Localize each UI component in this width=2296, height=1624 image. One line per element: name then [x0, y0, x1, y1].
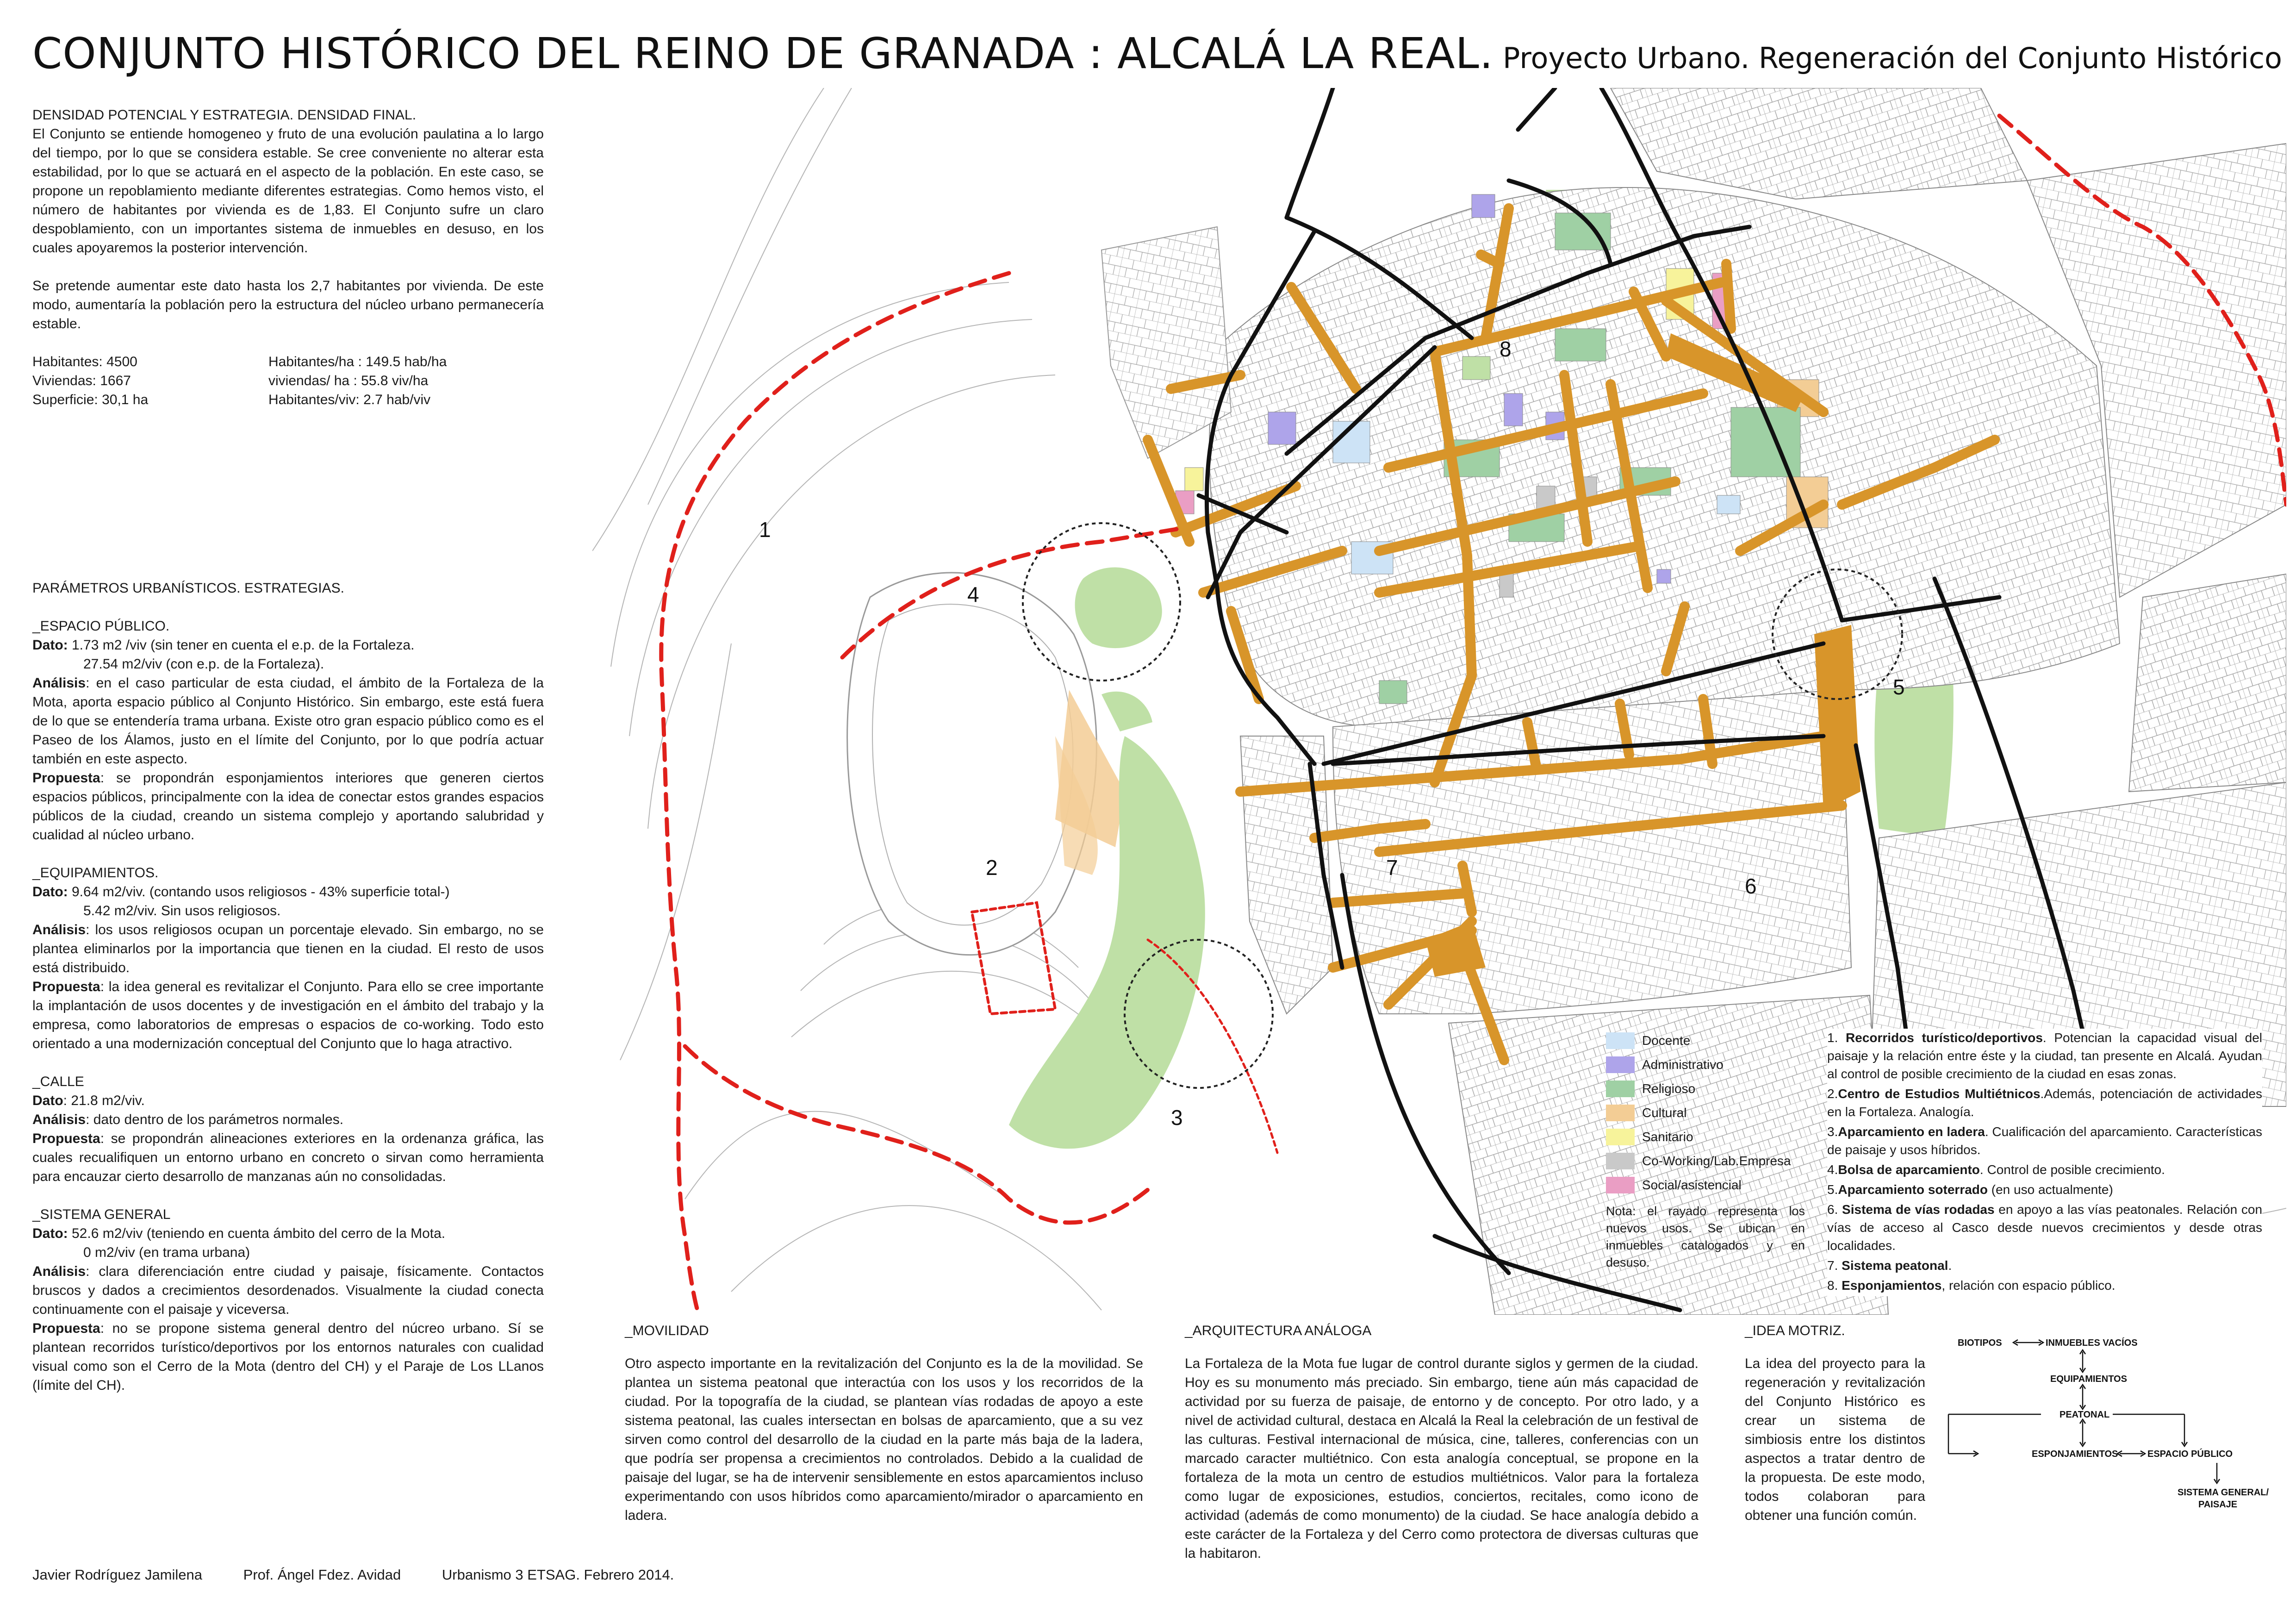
strategy-text: en apoyo a las vías peatonales. Relación con vías de acceso al Casco desde nuevos crecimientos y desde otras localidades.	[1827, 1202, 2263, 1253]
strategy-number: 2.	[1827, 1087, 1838, 1101]
densidad-paragraph-1: El Conjunto se entiende homogeneo y fruto de una evolución paulatina a lo largo del tiempo, por lo que se considera estable. Se cree conveniente no alterar esta estabilidad, por lo que se actuará en el aspecto de la población. En este caso, se propone un repoblamiento mediante diferentes estrategias. Como hemos visto, el número de habitantes por vivienda es de 1,83. El Conjunto sufre un claro despoblamiento, con un importantes sistema de inmuebles en desuso, en los cuales apoyaremos la posterior intervención.	[32, 126, 544, 256]
espacio-dato-label: Dato:	[32, 637, 68, 653]
strategy-item	[1827, 1200, 2262, 1255]
calle-heading: _CALLE	[32, 1074, 84, 1089]
sistema-analisis: : clara diferenciación entre ciudad y paisaje, físicamente. Contactos bruscos y dados a crecimientos desordenados. Visualmente la ciudad conecta continuamente con el paisaje y viceversa.	[32, 1264, 544, 1317]
map-label-1: 1	[759, 518, 771, 542]
calle-dato-label: Dato	[32, 1093, 63, 1108]
legend-item-religioso	[1606, 1077, 1805, 1101]
map-label-7: 7	[1386, 856, 1398, 880]
movilidad-section	[625, 1307, 1143, 1539]
equipamientos-heading: _EQUIPAMIENTOS.	[32, 865, 159, 881]
strategy-number: 4.	[1827, 1162, 1838, 1177]
legend-item-social	[1606, 1173, 1805, 1197]
footer-author: Javier Rodríguez Jamilena	[32, 1567, 203, 1583]
footer-course: Urbanismo 3 ETSAG. Febrero 2014.	[442, 1567, 674, 1583]
legend-note: Nota: el rayado representa los nuevos usos. Se ubican en inmuebles catalogados y en desuso.	[1606, 1204, 1805, 1269]
densidad-stats	[32, 352, 544, 409]
sistema-propuesta: : no se propone sistema general dentro del núcreo urbano. Sí se plantean recorridos turístico/deportivos por los entornos naturales con cualidad visual como son el Cerro de la Mota (dentro del CH) y el Paraje de Los LLanos (límite del CH).	[32, 1321, 544, 1393]
strategy-title: Recorridos turístico/deportivos	[1846, 1031, 2043, 1045]
legend-item-cultural	[1606, 1101, 1805, 1125]
legend-label-administrativo: Administrativo	[1642, 1057, 1724, 1072]
idea-diagram	[1925, 1319, 2277, 1579]
legend-swatch-social	[1606, 1177, 1635, 1193]
diagram-node-peatonal: PEATONAL	[2060, 1410, 2110, 1420]
legend-item-sanitario	[1606, 1125, 1805, 1149]
strategy-item	[1827, 1256, 2262, 1274]
calle-analisis: : dato dentro de los parámetros normales.	[86, 1112, 344, 1127]
sistema-propuesta-label: Propuesta	[32, 1321, 100, 1336]
arquitectura-heading: _ARQUITECTURA ANÁLOGA	[1185, 1323, 1372, 1338]
diagram-node-biotipos: BIOTIPOS	[1958, 1338, 2002, 1348]
sistema-dato-2: 0 m2/viv (en trama urbana)	[83, 1245, 250, 1260]
stat-habitantes-viv: Habitantes/viv: 2.7 hab/viv	[268, 392, 431, 407]
espacio-analisis: : en el caso particular de esta ciudad, el ámbito de la Fortaleza de la Mota, aporta espacio público al Conjunto Histórico. Sin embargo, este está fuera de lo que se entendería trama urbana. Existe otro gran espacio público como es el Paseo de los Álamos, justo en el límite del Conjunto, por lo que podría actuar también en este aspecto.	[32, 675, 544, 767]
title-subtitle: Proyecto Urbano. Regeneración del Conjunto Histórico	[1503, 41, 2282, 75]
strategy-number: 5.	[1827, 1182, 1838, 1197]
diagram-node-espacio: ESPACIO PÚBLICO	[2147, 1449, 2233, 1459]
strategy-text: .	[1948, 1258, 1952, 1273]
idea-text: La idea del proyecto para la regeneración y revitalización del Conjunto Histórico es crear un sistema de simbiosis entre los distintos aspectos a tratar dentro de la propuesta. De este modo, todos colaboran para obtener una función común.	[1745, 1356, 1925, 1523]
legend-label-docente: Docente	[1642, 1033, 1691, 1048]
calle-analisis-label: Análisis	[32, 1112, 86, 1127]
stat-viviendas: Viviendas: 1667	[32, 373, 131, 388]
strategy-number: 3.	[1827, 1124, 1838, 1139]
map-legend	[1606, 1029, 1805, 1271]
equipamientos-analisis-label: Análisis	[32, 922, 86, 937]
espacio-publico-block	[32, 617, 544, 844]
legend-label-social: Social/asistencial	[1642, 1178, 1742, 1192]
sistema-dato-1: 52.6 m2/viv (teniendo en cuenta ámbito del cerro de la Mota.	[72, 1226, 446, 1241]
strategy-title: Aparcamiento en ladera	[1838, 1124, 1985, 1139]
strategy-item	[1827, 1181, 2262, 1199]
legend-item-coworking	[1606, 1149, 1805, 1173]
footer	[32, 1567, 711, 1583]
map-label-4: 4	[967, 582, 979, 606]
strategy-text: , relación con espacio público.	[1941, 1278, 2116, 1293]
equipamientos-dato-2: 5.42 m2/viv. Sin usos religiosos.	[83, 903, 281, 918]
legend-swatch-coworking	[1606, 1153, 1635, 1169]
map-label-6: 6	[1745, 874, 1757, 898]
map-label-5: 5	[1893, 675, 1905, 699]
strategy-item	[1827, 1161, 2262, 1179]
espacio-dato-2: 27.54 m2/viv (con e.p. de la Fortaleza).	[83, 656, 324, 672]
espacio-heading: _ESPACIO PÚBLICO.	[32, 618, 170, 634]
legend-swatch-cultural	[1606, 1105, 1635, 1121]
legend-label-cultural: Cultural	[1642, 1106, 1687, 1120]
parametros-heading: PARÁMETROS URBANÍSTICOS. ESTRATEGIAS.	[32, 581, 344, 596]
espacio-analisis-label: Análisis	[32, 675, 86, 691]
equipamientos-block	[32, 863, 544, 1053]
strategy-title: Sistema de vías rodadas	[1842, 1202, 1995, 1217]
arquitectura-section	[1185, 1307, 1699, 1577]
densidad-paragraph-2: Se pretende aumentar este dato hasta los 2,7 habitantes por vivienda. De este modo, aumentaría la población pero la estructura del núcleo urbano permanecería estable.	[32, 278, 544, 331]
strategy-text: (en uso actualmente)	[1988, 1182, 2113, 1197]
sistema-analisis-label: Análisis	[32, 1264, 86, 1279]
calle-propuesta-label: Propuesta	[32, 1131, 100, 1146]
strategy-title: Sistema peatonal	[1842, 1258, 1948, 1273]
equipamientos-propuesta-label: Propuesta	[32, 979, 100, 994]
idea-section	[1745, 1307, 1925, 1539]
equipamientos-propuesta: : la idea general es revitalizar el Conjunto. Para ello se cree importante la implantación de usos docentes y de investigación en el ámbito del trabajo y la empresa, como laboratorios de empresas o espacios de co-working. Todo esto orientado a una modernización conceptual del Conjunto que lo haga atractivo.	[32, 979, 544, 1051]
strategy-item	[1827, 1123, 2262, 1159]
espacio-propuesta: : se propondrán esponjamientos interiores que generen ciertos espacios públicos, principalmente con la idea de conectar estos grandes espacios públicos de la ciudad, creando un sistema complejo y aportando salubridad y cualidad al núcleo urbano.	[32, 770, 544, 843]
strategy-item	[1827, 1029, 2262, 1083]
diagram-node-esponjamientos: ESPONJAMIENTOS	[2032, 1449, 2118, 1459]
sistema-dato-label: Dato:	[32, 1226, 68, 1241]
stat-superficie: Superficie: 30,1 ha	[32, 392, 149, 407]
map-label-2: 2	[986, 856, 998, 880]
diagram-node-sistema-1: SISTEMA GENERAL/	[2178, 1487, 2269, 1498]
strategy-number: 8.	[1827, 1278, 1838, 1293]
movilidad-text: Otro aspecto importante en la revitalización del Conjunto es la de la movilidad. Se plantea un sistema peatonal que interactúa con los usos y los recorridos de la ciudad. Por la topografía de la ciudad, se plantean vías rodadas de apoyo a este sistema peatonal, las cuales intersectan en bolsas de aparcamiento, que a su vez sirven como control del desarrollo de la ciudad en la parte más baja de la ladera, que podría ser propensa a crecimientos no controlados. Debido a la cualidad de paisaje del lugar, se ha de intervenir sensiblemente en estos aparcamientos incluso experimentando con usos híbridos como aparcamiento/mirador o aparcamiento en ladera.	[625, 1356, 1143, 1523]
arquitectura-text: La Fortaleza de la Mota fue lugar de control durante siglos y germen de la ciudad. Hoy es su monumento más preciado. Sin embargo, tiene aún más capacidad de actividad por su fuerza de paisaje, de entorno y de concepto. Por otro lado, y a nivel de actividad cultural, destaca en Alcalá la Real la celebración de un festival de las culturas. Festival internacional de música, cine, talleres, conferencias con un marcado caracter multiétnico. Con esta analogía conceptual, se propone en la fortaleza de la mota un centro de estudios multiétnicos. Valor para la fortaleza como lugar de exposiciones, estudios, conciertos, recitales, como icono de actividad (además de como monumento) de la ciudad. Se hace analogía debido a este carácter de la Fortaleza y del Cerro como protectora de diversas culturas que la habitaron.	[1185, 1356, 1699, 1561]
stat-habitantes-ha: Habitantes/ha : 149.5 hab/ha	[268, 354, 447, 369]
equipamientos-analisis: : los usos religiosos ocupan un porcentaje elevado. Sin embargo, no se plantea eliminarlos por la importancia que tienen en la ciudad. El resto de usos está distribuido.	[32, 922, 544, 975]
footer-professor: Prof. Ángel Fdez. Avidad	[243, 1567, 401, 1583]
strategy-text: . Potencian la capacidad visual del paisaje y la relación entre éste y la ciudad, tan presente en Alcalá. Ayudan al control de posible crecimiento de la ciudad en esas zonas.	[1827, 1031, 2263, 1081]
strategy-text: . Control de posible crecimiento.	[1979, 1162, 2165, 1177]
calle-block	[32, 1072, 544, 1186]
legend-item-docente	[1606, 1029, 1805, 1053]
stat-habitantes: Habitantes: 4500	[32, 354, 137, 369]
diagram-node-sistema-2: PAISAJE	[2198, 1499, 2238, 1510]
espacio-propuesta-label: Propuesta	[32, 770, 100, 786]
strategy-number: 7.	[1827, 1258, 1838, 1273]
legend-item-administrativo	[1606, 1053, 1805, 1077]
strategy-number: 1.	[1827, 1031, 1838, 1045]
strategy-item	[1827, 1276, 2262, 1294]
strategy-title: Aparcamiento soterrado	[1838, 1182, 1988, 1197]
map-label-3: 3	[1171, 1106, 1183, 1130]
strategy-title: Centro de Estudios Multiétnicos	[1838, 1087, 2041, 1101]
map-label-8: 8	[1500, 337, 1512, 361]
stat-viviendas-ha: viviendas/ ha : 55.8 viv/ha	[268, 373, 429, 388]
idea-heading: _IDEA MOTRIZ.	[1745, 1323, 1845, 1338]
calle-propuesta: : se propondrán alineaciones exteriores en la ordenanza gráfica, las cuales recualifiquen un entorno urbano en concreto o sirvan como herramienta para encauzar cierto desarrollo de manzanas aún no consolidadas.	[32, 1131, 544, 1184]
idea-diagram-svg	[1925, 1319, 2277, 1579]
legend-swatch-docente	[1606, 1032, 1635, 1049]
strategy-text: . Cualificación del aparcamiento. Características de paisaje y usos híbridos.	[1827, 1124, 2263, 1157]
equipamientos-dato-label: Dato:	[32, 884, 68, 899]
page-title	[32, 29, 2282, 78]
densidad-section	[32, 106, 544, 409]
title-main: CONJUNTO HISTÓRICO DEL REINO DE GRANADA : ALCALÁ LA REAL.	[32, 29, 1494, 78]
strategies-list	[1827, 1029, 2262, 1296]
strategy-title: Esponjamientos	[1842, 1278, 1942, 1293]
movilidad-heading: _MOVILIDAD	[625, 1323, 709, 1338]
sistema-general-block	[32, 1205, 544, 1395]
strategy-number: 6.	[1827, 1202, 1838, 1217]
strategy-title: Bolsa de aparcamiento	[1838, 1162, 1980, 1177]
calle-dato-1: : 21.8 m2/viv.	[63, 1093, 145, 1108]
legend-swatch-administrativo	[1606, 1056, 1635, 1073]
equipamientos-dato-1: 9.64 m2/viv. (contando usos religiosos - 43% superficie total-)	[72, 884, 450, 899]
legend-label-coworking: Co-Working/Lab.Empresa	[1642, 1154, 1791, 1168]
legend-label-sanitario: Sanitario	[1642, 1130, 1693, 1144]
strategy-text: .Además, potenciación de actividades en la Fortaleza. Analogía.	[1827, 1087, 2262, 1119]
diagram-node-inmuebles: INMUEBLES VACÍOS	[2046, 1338, 2138, 1348]
espacio-dato-1: 1.73 m2 /viv (sin tener en cuenta el e.p. de la Fortaleza.	[72, 637, 415, 653]
strategy-item	[1827, 1085, 2262, 1121]
sistema-heading: _SISTEMA GENERAL	[32, 1207, 171, 1222]
legend-label-religioso: Religioso	[1642, 1081, 1696, 1096]
densidad-heading: DENSIDAD POTENCIAL Y ESTRATEGIA. DENSIDAD FINAL.	[32, 107, 417, 123]
parametros-section	[32, 579, 544, 1395]
legend-swatch-religioso	[1606, 1081, 1635, 1097]
diagram-node-equipamientos: EQUIPAMIENTOS	[2050, 1374, 2127, 1384]
legend-swatch-sanitario	[1606, 1129, 1635, 1145]
